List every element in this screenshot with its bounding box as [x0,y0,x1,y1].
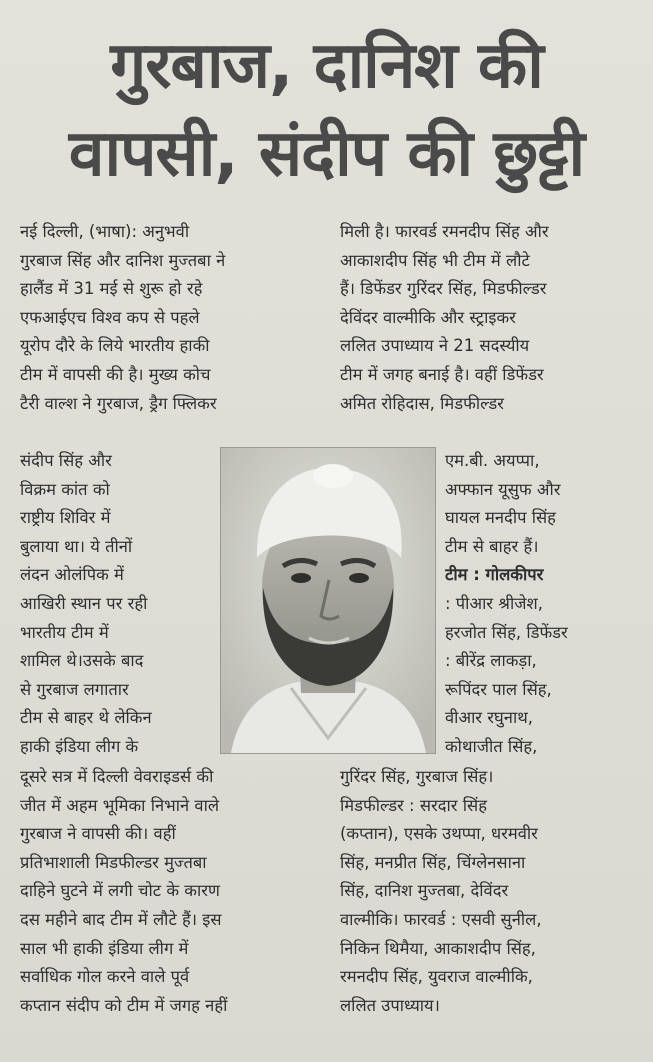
text-line: अमित रोहिदास, मिडफील्डर [340,393,504,413]
headline-line-2: वापसी, संदीप की छुट्टी [68,117,585,191]
headline-line-1: गुरबाज, दानिश की [110,29,543,103]
text-line: शामिल थे।उसके बाद [20,651,144,671]
text-line: संदीप सिंह और [20,451,112,470]
text-line: रमनदीप सिंह, युवराज वाल्मीकि, [340,967,533,987]
text-line: से गुरबाज लगातार [20,679,129,699]
text-line: हाकी इंडिया लीग के [20,736,139,756]
text-line: वीआर रघुनाथ, [445,708,534,728]
article-column-left-bottom [20,763,320,1020]
article-column-left-top [20,218,320,418]
text-line: एम.बी. अयप्पा, [445,451,540,470]
text-line: भारतीय टीम में [20,622,109,642]
headline [0,22,653,198]
text-line: दाहिने घुटने में लगी चोट के कारण [20,881,220,901]
text-line: टीम में वापसी की है। मुख्य कोच [20,364,211,384]
text-line: हरजोत सिंह, डिफेंडर [445,622,568,642]
text-line: जीत में अहम भूमिका निभाने वाले [20,795,220,815]
text-line: यूरोप दौरे के लिये भारतीय हाकी [20,336,210,356]
player-photo [220,447,436,754]
article-column-right-wrap [445,447,637,762]
text-line: हालैंड में 31 मई से शुरू हो रहे [20,279,203,299]
text-line: ललित उपाध्याय ने 21 सदस्यीय [340,336,530,356]
text-line: सिंह, मनप्रीत सिंह, चिंग्लेनसाना [340,852,526,872]
text-line: नई दिल्ली, (भाषा): अनुभवी [20,222,190,241]
text-line: सर्वाधिक गोल करने वाले पूर्व [20,967,190,987]
text-line: टीम से बाहर थे लेकिन [20,708,152,728]
text-line: कप्तान संदीप को टीम में जगह नहीं [20,995,228,1015]
article-column-left-wrap [20,447,210,762]
text-line: : बीरेंद्र लाकड़ा, [445,651,537,671]
text-line: निकिन थिमैया, आकाशदीप सिंह, [340,938,536,958]
text-line: विक्रम कांत को [20,479,110,499]
text-line: आखिरी स्थान पर रही [20,593,148,613]
team-heading-line: टीम : गोलकीपर [445,565,544,585]
text-line: दूसरे सत्र में दिल्ली वेवराइडर्स की [20,767,214,786]
article-column-right-bottom [340,763,635,1020]
text-line: टीम से बाहर हैं। [445,536,539,556]
text-line: ललित उपाध्याय। [340,995,440,1015]
text-line: टीम में जगह बनाई है। वहीं डिफेंडर [340,364,544,384]
text-line: गुरबाज सिंह और दानिश मुज्तबा ने [20,250,226,270]
text-line: लंदन ओलंपिक में [20,565,124,585]
text-line: मिली है। फारवर्ड रमनदीप सिंह और [340,222,549,241]
text-line: कोथाजीत सिंह, [445,736,538,756]
text-line: साल भी हाकी इंडिया लीग में [20,938,189,958]
text-line: वाल्मीकि। फारवर्ड : एसवी सुनील, [340,909,542,929]
text-line: अफ्फान यूसुफ और [445,479,561,499]
text-line: गुरिंदर सिंह, गुरबाज सिंह। [340,767,494,786]
text-line: सिंह, दानिश मुज्तबा, देविंदर [340,881,509,901]
text-line: आकाशदीप सिंह भी टीम में लौटे [340,250,530,270]
article-column-right-top [340,218,635,418]
text-line: हैं। डिफेंडर गुरिंदर सिंह, मिडफील्डर [340,279,547,299]
text-line: : पीआर श्रीजेश, [445,593,543,613]
text-line: राष्ट्रीय शिविर में [20,508,111,528]
text-line: प्रतिभाशाली मिडफील्डर मुज्तबा [20,852,207,872]
text-line: घायल मनदीप सिंह [445,508,556,528]
text-line: दस महीने बाद टीम में लौटे हैं। इस [20,909,222,929]
text-line: रूपिंदर पाल सिंह, [445,679,552,699]
text-line: टैरी वाल्श ने गुरबाज, ड्रैग फ्लिकर [20,393,217,413]
text-line: मिडफील्डर : सरदार सिंह [340,795,487,815]
text-line: देविंदर वाल्मीकि और स्ट्राइकर [340,307,516,327]
text-line: बुलाया था। ये तीनों [20,536,133,556]
text-line: (कप्तान), एसके उथप्पा, धरमवीर [340,824,538,844]
text-line: एफआईएच विश्व कप से पहले [20,307,200,327]
player-portrait-image [221,448,435,753]
text-line: गुरबाज ने वापसी की। वहीं [20,824,176,844]
